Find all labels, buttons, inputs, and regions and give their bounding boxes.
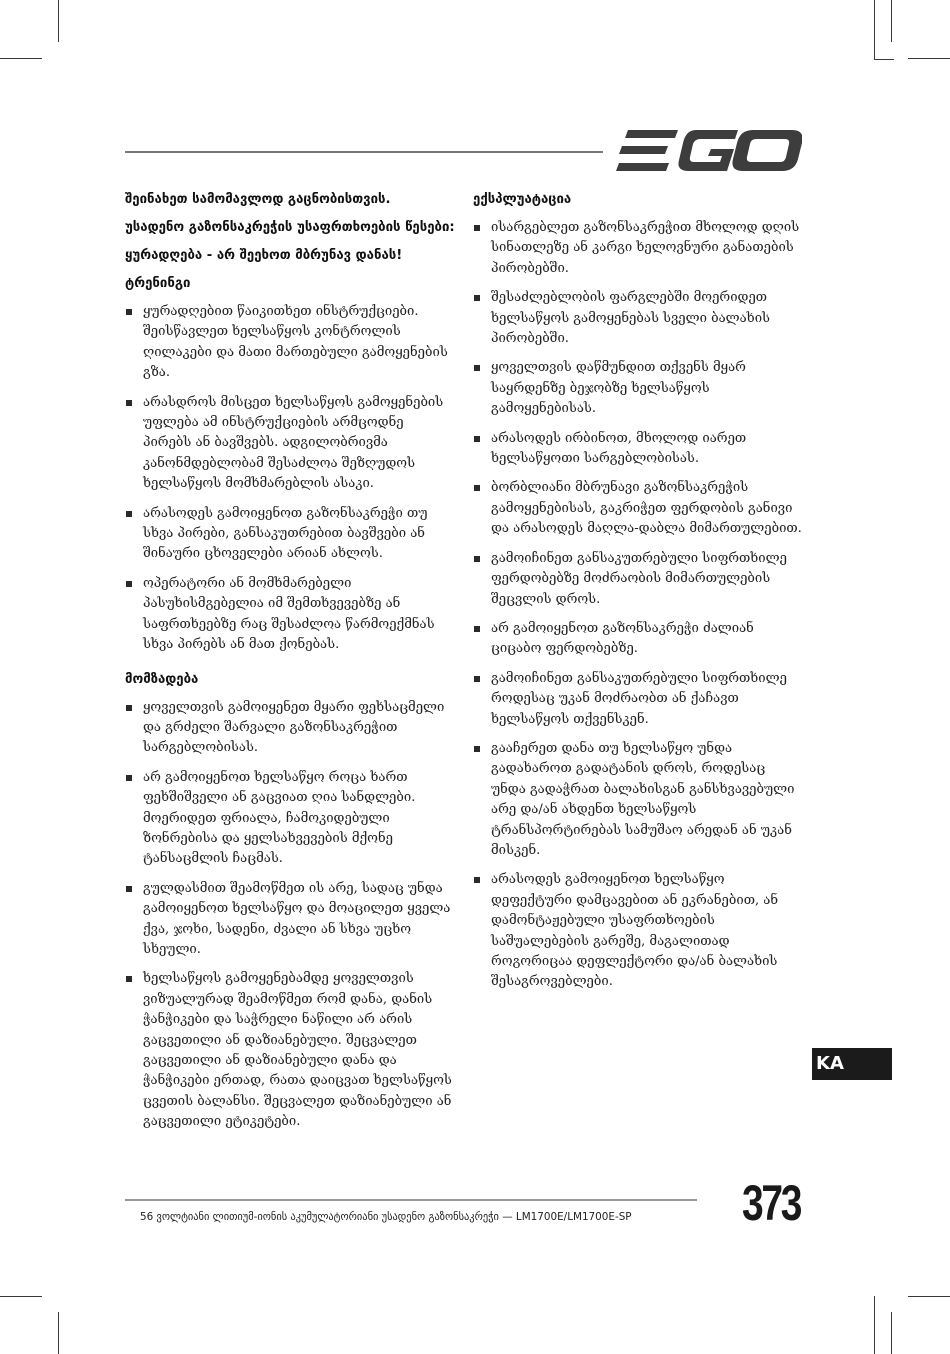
list-item [125,504,455,565]
list-item-text: შესაძლებლობის ფარგლებში მოერიდეთ ხელსაწყოს გამოყენებას სველი ბალახის პირობებში. [491,290,770,347]
heading-keep-for-reference: შეინახეთ სამომავლოდ გაცნობისთვის. [125,192,391,207]
crop-mark [874,59,894,60]
list-item-text: ოპერატორი ან მომხმარებელი პასუხისმგებელია იმ შემთხვევებზე ან საფრთხეებზე რაც შესაძლოა წარმოექმნას სხვა პირებს ან მათ ქონებას. [143,575,435,653]
heading-warning: ყურადღება - არ შეეხოთ მბრუნავ დანას! [125,248,403,263]
bullet-icon [474,877,480,883]
left-column [125,190,455,1142]
list-item-text: გულდასმით შეამოწმეთ ის არე, სადაც უნდა გამოიყენოთ ხელსაწყო და მოაცილეთ ყველა ქვა, ჯოხი, სადენი, ძვალი ან სხვა უცხო სხეული. [143,880,451,957]
bullet-icon [126,511,132,517]
page-number: 373 [742,1175,801,1231]
list-item-text: ბორბლიანი მბრუნავი გაზონსაკრეჭის გამოყენებისას, გაკრიჭეთ ფერდობის განივი და არასოდეს მაღლა-დაბლა მიმართულებით. [491,480,802,537]
crop-mark [58,0,59,42]
bullet-icon [126,309,132,315]
crop-mark [908,58,950,59]
list-item-text: გამოიჩინეთ განსაკუთრებული სიფრთხილე როდესაც უკან მოძრაობთ ან ქაჩავთ ხელსაწყოს თქვენსკენ. [491,670,787,727]
list-item [473,478,803,539]
list-item-text: არასოდეს ირბინოთ, მხოლოდ იარეთ ხელსაწყოთი სარგებლობისას. [491,430,747,467]
list-item-text: ისარგებლეთ გაზონსაკრეჭით მხოლოდ დღის სინათლეზე ან კარგი ხელოვნური განათების პირობებში. [491,220,800,276]
crop-mark [908,1296,950,1297]
bullet-icon [474,746,480,752]
bullet-icon [474,436,480,442]
bullet-icon [474,295,480,301]
list-item [125,698,455,759]
crop-mark [0,58,42,59]
bullet-icon [126,886,132,892]
bullet-icon [126,581,132,587]
preparation-list [125,698,455,1133]
list-item [473,358,803,419]
list-item-text: ყურადღებით წაიკითხეთ ინსტრუქციები. შეისწავლეთ ხელსაწყოს კონტროლის ღილაკები და მათი მართებული გამოყენების გზა. [143,304,448,381]
list-item-text: არასდროს მისცეთ ხელსაწყოს გამოყენების უფლება ამ ინსტრუქციების არმცოდნე პირებს ან ბავშვებს. ადგილობრივმა კანონმდებლობამ შესაძლოა შეზღუდოს ხელსაწყოს მომხმარებლის ასაკი. [143,394,444,492]
list-item [473,218,803,279]
list-item-text: გააჩერეთ დანა თუ ხელსაწყო უნდა გადახაროთ გადატანის დროს, როდესაც უნდა გადაჭრათ ბალახისგან განსხვავებული არე და/ან ახდენთ ხელსაწყოს ტრანსპორტირებას სამუშაო არედან ან უკან მისკენ. [491,740,795,858]
list-item [125,393,455,495]
list-item [473,288,803,349]
bullet-icon [474,225,480,231]
language-tab: KA [812,1048,892,1080]
list-item [473,429,803,470]
heading-training: ტრენინგი [125,276,191,291]
list-item [473,619,803,660]
list-item [125,302,455,384]
bullet-icon [474,365,480,371]
right-column [473,190,803,1002]
bullet-icon [474,556,480,562]
crop-mark [58,1312,59,1354]
ego-logo [616,128,802,174]
list-item [473,669,803,730]
list-item [473,870,803,992]
list-item [473,739,803,861]
list-item [125,879,455,961]
bullet-icon [126,775,132,781]
list-item-text: გამოიჩინეთ განსაკუთრებული სიფრთხილე ფერდობებზე მოძრაობის მიმართულების შეცვლის დროს. [491,550,787,607]
list-item-text: არ გამოიყენოთ გაზონსაკრეჭი ძალიან ციცაბო ფერდობებზე. [491,620,754,657]
crop-mark [874,0,875,60]
bullet-icon [126,705,132,711]
footer-rule [125,1199,697,1201]
list-item-text: ყოველთვის გამოიყენეთ მყარი ფეხსაცმელი და გრძელი შარვალი გაზონსაკრეჭით სარგებლობისას. [143,699,445,756]
bullet-icon [474,626,480,632]
list-item-text: ხელსაწყოს გამოყენებამდე ყოველთვის ვიზუალურად შეამოწმეთ რომ დანა, დანის ჭანჭიკები და საჭრელი ნაწილი არ არის გაცვეთილი ან დაზიანებული. შეცვალეთ გაცვეთილი ან დაზიანებული დანა და ჭანჭიკები ერთად, რათა დაიცვათ ხელსაწყოს ცვეთის ბალანსი. შეცვალეთ დაზიანებული ან გაცვეთილი ეტიკეტები. [143,971,452,1130]
crop-mark [891,0,892,42]
bullet-icon [126,976,132,982]
heading-operation: ექსპლუატაცია [473,192,572,207]
list-item [125,969,455,1132]
list-item-text: არასოდეს გამოიყენოთ ხელსაწყო დეფექტური დამცავებით ან ეკრანებით, ან დამონტაჟებული უსაფრთხოების საშუალებების გარეშე, მაგალითად როგორიცაა დეფლექტორი და/ან ბალახის შესაგროვებლები. [491,872,779,990]
crop-mark [891,1312,892,1354]
training-list [125,302,455,656]
crop-mark [874,1296,875,1354]
bullet-icon [126,400,132,406]
list-item-text: არასოდეს გამოიყენოთ გაზონსაკრეჭი თუ სხვა პირები, განსაკუთრებით ბავშვები ან შინაური ცხოველები არიან ახლოს. [143,505,428,562]
list-item-text: არ გამოიყენოთ ხელსაწყო როცა ხართ ფეხშიშველი ან გაცვიათ ღია სანდლები. მოერიდეთ ფრიალა, ჩამოკიდებული ზონრებისა და ყელსახვევების მქონე ტანსაცმლის ჩაცმას. [143,769,416,867]
list-item [125,574,455,656]
header-rule [125,151,603,153]
crop-mark [0,1296,42,1297]
footer-text: 56 ვოლტიანი ლითიუმ-იონის აკუმულატორიანი უსადენო გაზონსაკრეჭი — LM1700E/LM1700E-SP [140,1211,632,1223]
operation-list [473,218,803,993]
heading-preparation: მომზადება [125,671,199,687]
list-item-text: ყოველთვის დაწმუნდით თქვენს მყარ საყრდენზე ბეჯობზე ხელსაწყოს გამოყენებისას. [491,360,746,417]
bullet-icon [474,485,480,491]
list-item [473,549,803,610]
bullet-icon [474,676,480,682]
heading-safety-rules: უსადენო გაზონსაკრეჭის უსაფრთხოების წესები: [125,220,455,235]
list-item [125,768,455,870]
